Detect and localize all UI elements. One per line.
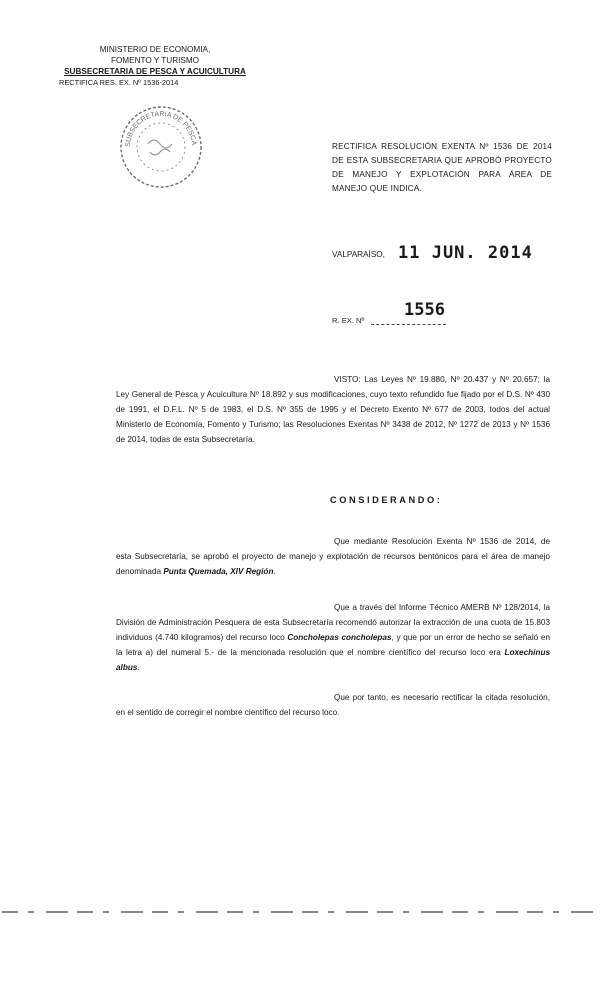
footer-divider: [0, 906, 600, 918]
considerando-3-lead: Que por tanto, es necesario rectificar la citada: [334, 693, 508, 702]
undersecretariat-name: SUBSECRETARIA DE PESCA Y ACUICULTURA: [64, 67, 246, 76]
considerando-1-area-name: Punta Quemada, XIV Región: [163, 567, 274, 576]
letterhead: [55, 44, 255, 88]
considerando-2-tail: .: [137, 663, 140, 672]
considerando-2-lead: Que a través del Informe Técnico AMERB Nº: [334, 603, 502, 612]
considerando-1-body: 2014, de esta Subsecretaría, se aprobó el proyecto de manejo y explotación de recursos bentónicos para el área de manejo denominada: [116, 537, 551, 576]
ministry-name-cont: FOMENTO Y TURISMO: [110, 56, 200, 65]
considerando-paragraph-1: [116, 534, 550, 579]
visto-paragraph: [116, 372, 550, 447]
considerando-1-lead: Que mediante Resolución Exenta Nº 1536 de: [334, 537, 512, 546]
considerando-2-species-wrong: Loxechinus albus: [116, 648, 550, 672]
resolution-date: 11 JUN. 2014: [398, 243, 533, 263]
considerando-paragraph-2: [116, 600, 550, 675]
reference-code: RECTIFICA RES. EX. Nº 1536-2014: [59, 78, 179, 87]
resolution-number-label: R. EX. Nº: [332, 316, 365, 325]
resolution-number-line: [371, 324, 446, 325]
considerando-2-species-correct: Concholepas concholepas: [287, 633, 392, 642]
considerando-paragraph-3: [116, 690, 550, 720]
considerando-3-body: resolución, en el sentido de corregir el nombre científico del recurso loco.: [116, 693, 550, 717]
visto-body: 20.657; la Ley General de Pesca y Acuicultura Nº 18.892 y sus modificaciones, cuyo texto refundido fue fijado por el D.S. Nº 430 de 1991, el D.F.L. Nº 5 de 1983, el D.S. Nº 355 de 1995 y el Decreto Exento Nº 677 de 2003, todos del actual Ministerio de Economía, Fomento y Turismo; las Resoluciones Exentas Nº 3438 de 2012, Nº 1272 de 2013 y Nº 1536 de 2014, todas de esta Subsecretaría.: [116, 375, 551, 444]
stamp-ring-text: SUBSECRETARIA DE PESCA: [124, 110, 198, 148]
official-stamp-icon: [118, 104, 204, 190]
resolution-subject: RECTIFICA RESOLUCIÓN EXENTA Nº 1536 DE 2014 DE ESTA SUBSECRETARIA QUE APROBÓ PROYECTO DE MANEJO Y EXPLOTACIÓN PARA ÁREA DE MANEJO QUE INDICA.: [332, 142, 552, 193]
considerando-2-body: 128/2014, la División de Administración Pesquera de esta Subsecretaría recomendó autorizar la extracción de una cuota de 15.803 individuos (4.740 kilogramos) del recurso loco: [116, 603, 550, 642]
visto-lead: VISTO: Las Leyes Nº 19.880, Nº 20.437 y Nº: [334, 375, 509, 384]
considerando-2-body2: , y que por un error de hecho se señaló en la letra a) del numeral 5.- de la mencionada resolución que el nombre científico del recurso loco era: [116, 633, 550, 657]
considerando-heading: CONSIDERANDO:: [330, 495, 443, 505]
resolution-number: 1556: [404, 300, 445, 320]
place-label: VALPARAÍSO,: [332, 250, 385, 259]
considerando-1-tail: .: [273, 567, 276, 576]
ministry-name: MINISTERIO DE ECONOMIA,: [99, 45, 211, 54]
